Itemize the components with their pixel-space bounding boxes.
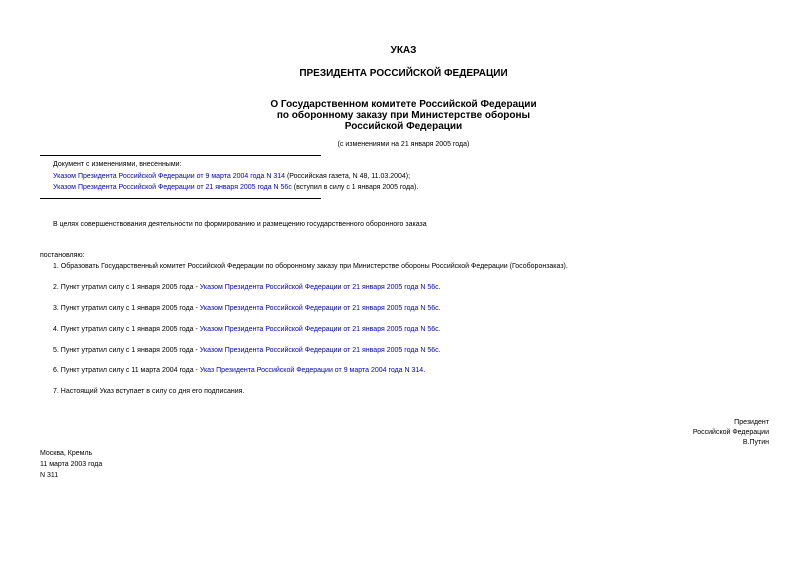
point-4-link[interactable]: Указом Президента Российской Федерации от 21 января 2005 года N 56с [199,326,439,333]
point-5-tail: . [438,347,441,354]
amendment-item [53,171,418,183]
signature-block [693,418,769,448]
point-5 [53,347,441,354]
point-6-tail: . [423,367,426,374]
place-date-block [40,448,102,481]
point-7 [53,388,244,395]
decree-issuer: ПРЕЗИДЕНТА РОССИЙСКОЙ ФЕДЕРАЦИИ [299,68,508,79]
point-6-link[interactable]: Указ Президента Российской Федерации от 9 марта 2004 года N 314 [199,367,424,374]
amendment-link-2[interactable]: Указом Президента Российской Федерации от 21 января 2005 года N 56с [53,184,292,191]
point-2 [53,284,441,291]
place-number: N 311 [40,472,59,479]
place-city: Москва, Кремль [40,450,93,457]
point-1 [53,263,568,270]
point-2-link[interactable]: Указом Президента Российской Федерации от 21 января 2005 года N 56с [199,284,439,291]
point-2-text: 2. Пункт утратил силу с 1 января 2005 года - [53,284,200,291]
place-date: 11 марта 2003 года [40,461,103,468]
changes-note: (с изменениями на 21 января 2005 года) [337,141,470,148]
point-4 [53,326,441,333]
point-3-text: 3. Пункт утратил силу с 1 января 2005 года - [53,305,200,312]
point-6-text: 6. Пункт утратил силу с 11 марта 2004 года - [53,367,200,374]
preamble: В целях совершенствования деятельности по формированию и размещению государственного оборонного заказа [53,221,427,228]
point-3-tail: . [438,305,441,312]
amendment-suffix-2: (вступил в силу с 1 января 2005 года). [291,184,419,191]
signature-country: Российской Федерации [692,429,769,436]
title-line-1: О Государственном комитете Российской Федерации [270,99,537,110]
signature-name: В.Путин [742,439,769,446]
amendments-intro: Документ с изменениями, внесенными: [53,161,182,168]
point-4-text: 4. Пункт утратил силу с 1 января 2005 года - [53,326,200,333]
signature-title: Президент [734,419,769,426]
point-3 [53,305,441,312]
point-7-text: 7. Настоящий Указ вступает в силу со дня его подписания. [53,388,245,395]
point-1-text: 1. Образовать Государственный комитет Российской Федерации по оборонному заказу при Министерстве обороны Российской Федерации (Гособоронзаказ). [53,263,568,270]
amendment-item [53,182,418,194]
document-title [0,99,807,132]
amendment-suffix-1: (Российская газета, N 48, 11.03.2004); [285,172,411,180]
title-line-3: Российской Федерации [344,121,463,132]
point-3-link[interactable]: Указом Президента Российской Федерации от 21 января 2005 года N 56с [199,305,439,312]
decree-heading: УКАЗ [390,45,417,56]
point-2-tail: . [438,284,441,291]
amendment-link-1[interactable]: Указом Президента Российской Федерации от 9 марта 2004 года N 314 [53,172,285,180]
title-line-2: по оборонному заказу при Министерстве обороны [276,110,531,121]
point-5-text: 5. Пункт утратил силу с 1 января 2005 года - [53,347,200,354]
divider-bottom [40,198,321,199]
decree-word: постановляю: [40,252,85,259]
amendments-block [53,159,418,194]
point-4-tail: . [438,326,441,333]
point-5-link[interactable]: Указом Президента Российской Федерации от 21 января 2005 года N 56с [199,347,439,354]
divider-top [40,155,321,156]
point-6 [53,367,425,374]
